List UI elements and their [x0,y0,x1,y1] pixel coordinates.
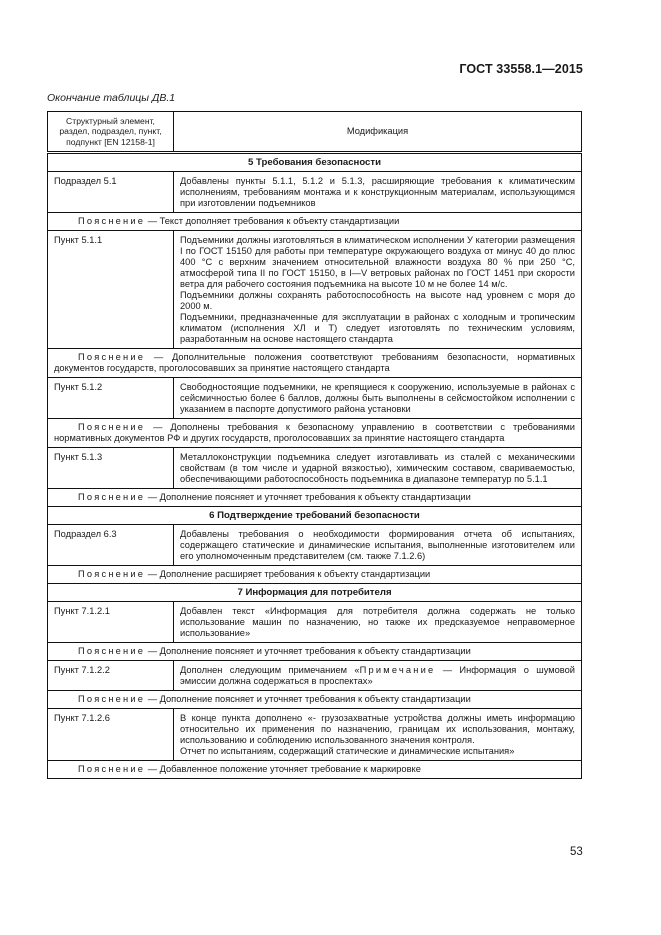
note-cell [48,566,582,584]
note-cell [48,419,582,448]
structural-element: Подраздел 6.3 [48,525,174,566]
section-row [48,507,582,525]
note-cell [48,489,582,507]
structural-element: Пункт 5.1.1 [48,231,174,349]
table-row [48,231,582,349]
note-dash: — [145,422,171,432]
note-label: Пояснение [78,492,146,502]
note-text: Дополнение поясняет и уточняет требования к объекту стандартизации [159,492,471,502]
note-dash: — [145,646,160,656]
note-row [48,566,582,584]
structural-element: Пункт 7.1.2.1 [48,602,174,643]
structural-element: Пункт 5.1.3 [48,448,174,489]
section-row [48,153,582,172]
note-row [48,489,582,507]
note-label: Пояснение [78,694,146,704]
table-row [48,602,582,643]
note-text: Дополнение поясняет и уточняет требования к объекту стандартизации [159,646,471,656]
note-text: Дополнительные положения соответствуют требованиям безопасности, нормативных документов государств, проголосовавших за принятие настоящего стандарта [54,352,575,373]
table-row [48,525,582,566]
modification-paragraph: В конце пункта дополнено «- грузозахватные устройства должны иметь информацию относительно их применения по назначению, границам их использования, монтажу, использованию и соблюдению использованного значения контроля. [180,713,575,745]
note-label: Пояснение [78,646,146,656]
note-cell [48,761,582,779]
modification-paragraph: Отчет по испытаниям, содержащий статические и динамические испытания» [180,746,515,756]
note-row [48,691,582,709]
section-title: 7 Информация для потребителя [48,584,582,602]
note-cell [48,213,582,231]
note-dash: — [145,569,160,579]
note-text: Текст дополняет требования к объекту стандартизации [159,216,400,226]
structural-element: Подраздел 5.1 [48,172,174,213]
note-dash: — [145,216,160,226]
column-header-element: Структурный элемент, раздел, подраздел, пункт, подпункт [EN 12158-1] [48,112,174,153]
note-cell [48,349,582,378]
modification-text: Добавлены пункты 5.1.1, 5.1.2 и 5.1.3, расширяющие требования к климатическим исполнениям, требованиям монтажа и к конструкционным материалам, использующимся при изготовлении подъемников [174,172,582,213]
modification-text [174,231,582,349]
modification-paragraph: Подъемники, предназначенные для эксплуатации в районах с холодным и тропическим климатом (исполнения ХЛ и Т) следует изготовлять по техническим условиям, разработанным на основе настоящего стандарта [180,312,575,344]
modification-table [47,111,582,779]
note-dash: — [145,352,173,362]
note-dash: — [145,694,160,704]
section-title: 6 Подтверждение требований безопасности [48,507,582,525]
note-label: Пояснение [78,352,146,362]
note-dash: — [145,492,160,502]
modification-text: Металлоконструкции подъемника следует изготавливать из сталей с механическими свойствам (в том числе и ударной вязкостью), химическим составом, свариваемостью, обеспечивающими работоспособность подъемника в диапазоне температур по 5.1.1 [174,448,582,489]
modification-text: Добавлены требования о необходимости формирования отчета об испытаниях, содержащего статические и динамические испытания, выполненные изготовителем или его уполномоченным представителем (см. также 7.1.2.6) [174,525,582,566]
note-row [48,419,582,448]
table-caption: Окончание таблицы ДВ.1 [47,92,176,104]
section-row [48,584,582,602]
document-code: ГОСТ 33558.1—2015 [459,62,583,76]
section-title: 5 Требования безопасности [48,153,582,172]
structural-element: Пункт 7.1.2.2 [48,661,174,691]
note-row [48,761,582,779]
note-text: Дополнение поясняет и уточняет требования к объекту стандартизации [159,694,471,704]
modification-suffix: — Информация о шумовой эмиссии должна содержаться в проспектах» [180,665,575,686]
note-text: Добавленное положение уточняет требование к маркировке [159,764,421,774]
note-dash: — [145,764,160,774]
note-label: Пояснение [78,569,146,579]
note-label: Пояснение [78,764,146,774]
note-cell [48,643,582,661]
table-row [48,661,582,691]
note-text: Дополнение расширяет требования к объекту стандартизации [159,569,431,579]
note-label: Пояснение [78,216,146,226]
modification-text [174,661,582,691]
modification-paragraph: Подъемники должны сохранять работоспособность на высоте над уровнем с моря до 2000 м. [180,290,575,311]
structural-element: Пункт 7.1.2.6 [48,709,174,761]
structural-element: Пункт 5.1.2 [48,378,174,419]
note-label: Пояснение [78,422,146,432]
modification-text [174,709,582,761]
modification-prefix: Дополнен следующим примечанием « [180,665,360,675]
note-cell [48,691,582,709]
table-row [48,709,582,761]
table-row [48,172,582,213]
note-row [48,349,582,378]
table-row [48,448,582,489]
table-header-row [48,112,582,153]
note-row [48,643,582,661]
column-header-modification: Модификация [174,112,582,153]
inline-note-label: Примечание [359,665,436,675]
modification-paragraph: Подъемники должны изготовляться в климатическом исполнении У категории размещения I по ГОСТ 15150 для работы при температуре окружающего воздуха от минус 40 до плюс 400 °С с верхним значением относительной влажности воздуха 80 % при 250 °С, атмосферой типа II по ГОСТ 15150, в I—V ветровых районах по ГОСТ 1451 при скорости ветра для рабочего состояния подъемника на высоте 10 м не более 14 м/с. [180,235,575,289]
table-row [48,378,582,419]
modification-text: Свободностоящие подъемники, не крепящиеся к сооружению, используемые в районах с сейсмичностью более 6 баллов, должны быть выполнены в сейсмостойком исполнении с указанием в паспорте допустимого района установки [174,378,582,419]
modification-text: Добавлен текст «Информация для потребителя должна содержать не только использование машин по назначению, но также их предсказуемое неправомерное использование» [174,602,582,643]
note-text: Дополнены требования к безопасному управлению в соответствии с требованиями нормативных документов РФ и других государств, проголосовавших за принятие настоящего стандарта [54,422,575,443]
page-number: 53 [570,846,583,858]
note-row [48,213,582,231]
